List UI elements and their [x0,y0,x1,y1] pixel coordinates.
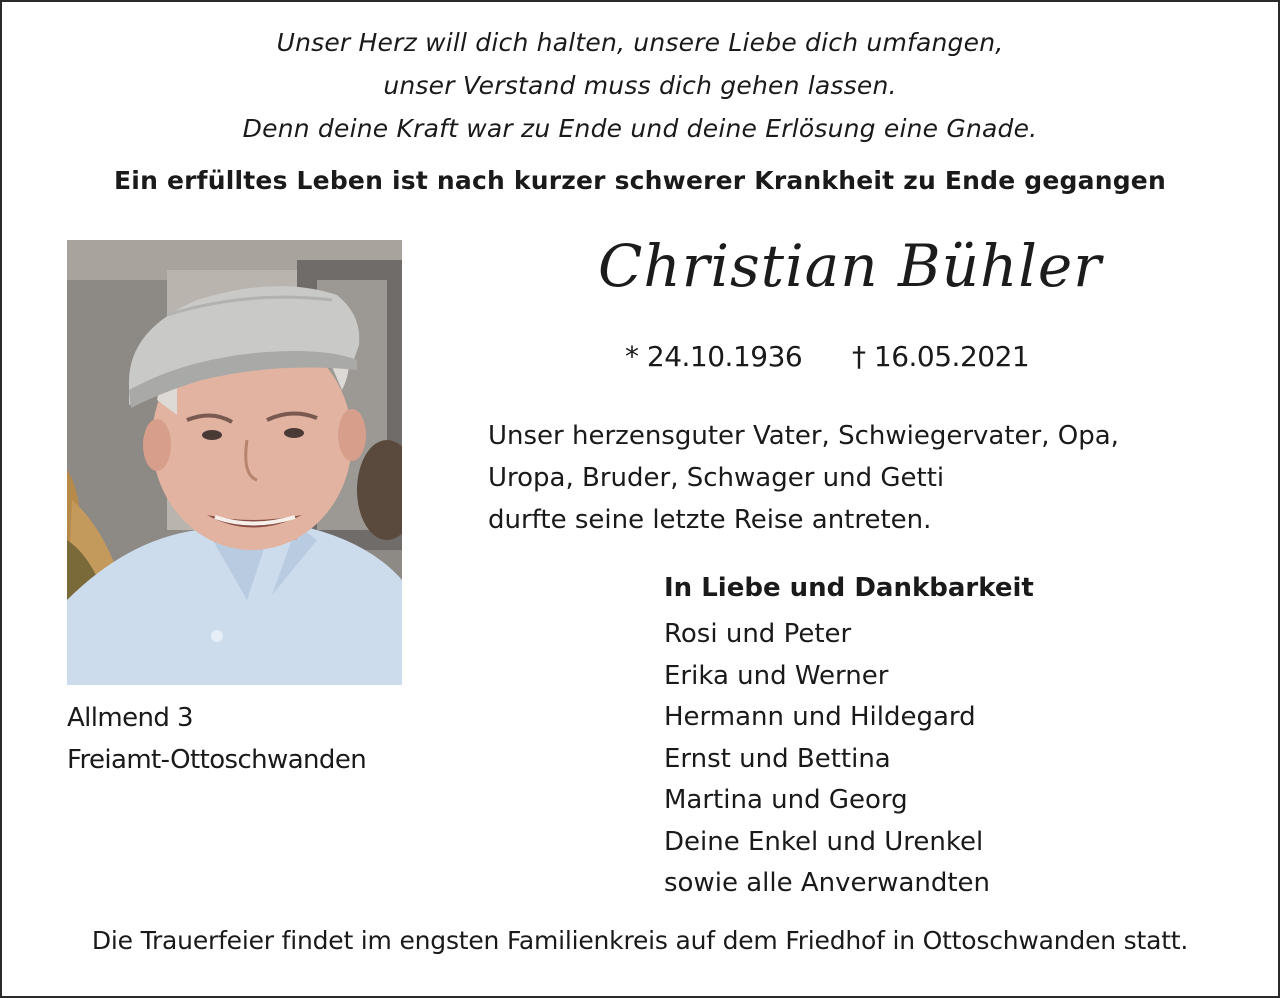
address-town: Freiamt-Ottoschwanden [67,745,367,775]
mourner-name: Martina und Georg [664,785,908,815]
mourner-name: Deine Enkel und Urenkel [664,826,984,857]
message-line-3: durfte seine letzte Reise antreten. [488,505,932,535]
poem-line-2: unser Verstand muss dich gehen lassen. [383,71,897,100]
signoff-heading: In Liebe und Dankbarkeit [664,573,1034,603]
death-date: † 16.05.2021 [852,340,1030,373]
poem [0,21,1280,150]
portrait-photo [67,240,402,685]
funeral-note: Die Trauerfeier findet im engsten Familienkreis auf dem Friedhof in Ottoschwanden statt. [91,926,1189,955]
message [488,415,1119,541]
headline: Ein erfülltes Leben ist nach kurzer schwerer Krankheit zu Ende gegangen [114,166,1166,195]
poem-line-1: Unser Herz will dich halten, unsere Liebe dich umfangen, [276,28,1004,57]
message-line-1: Unser herzensguter Vater, Schwiegervater, Opa, [488,421,1119,451]
mourner-name: Rosi und Peter [664,619,852,649]
mourner-name: Ernst und Bettina [664,743,891,774]
mourner-name: Hermann und Hildegard [664,702,976,732]
address [67,697,366,781]
poem-line-3: Denn deine Kraft war zu Ende und deine Erlösung eine Gnade. [242,114,1038,143]
mourner-name: sowie alle Anverwandten [664,868,991,898]
birth-date: * 24.10.1936 [625,340,803,373]
message-line-2: Uropa, Bruder, Schwager und Getti [488,463,945,493]
deceased-name: Christian Bühler [598,232,1102,300]
address-street: Allmend 3 [67,703,193,733]
mourner-name: Erika und Werner [664,660,889,691]
mourners-list [664,614,990,905]
